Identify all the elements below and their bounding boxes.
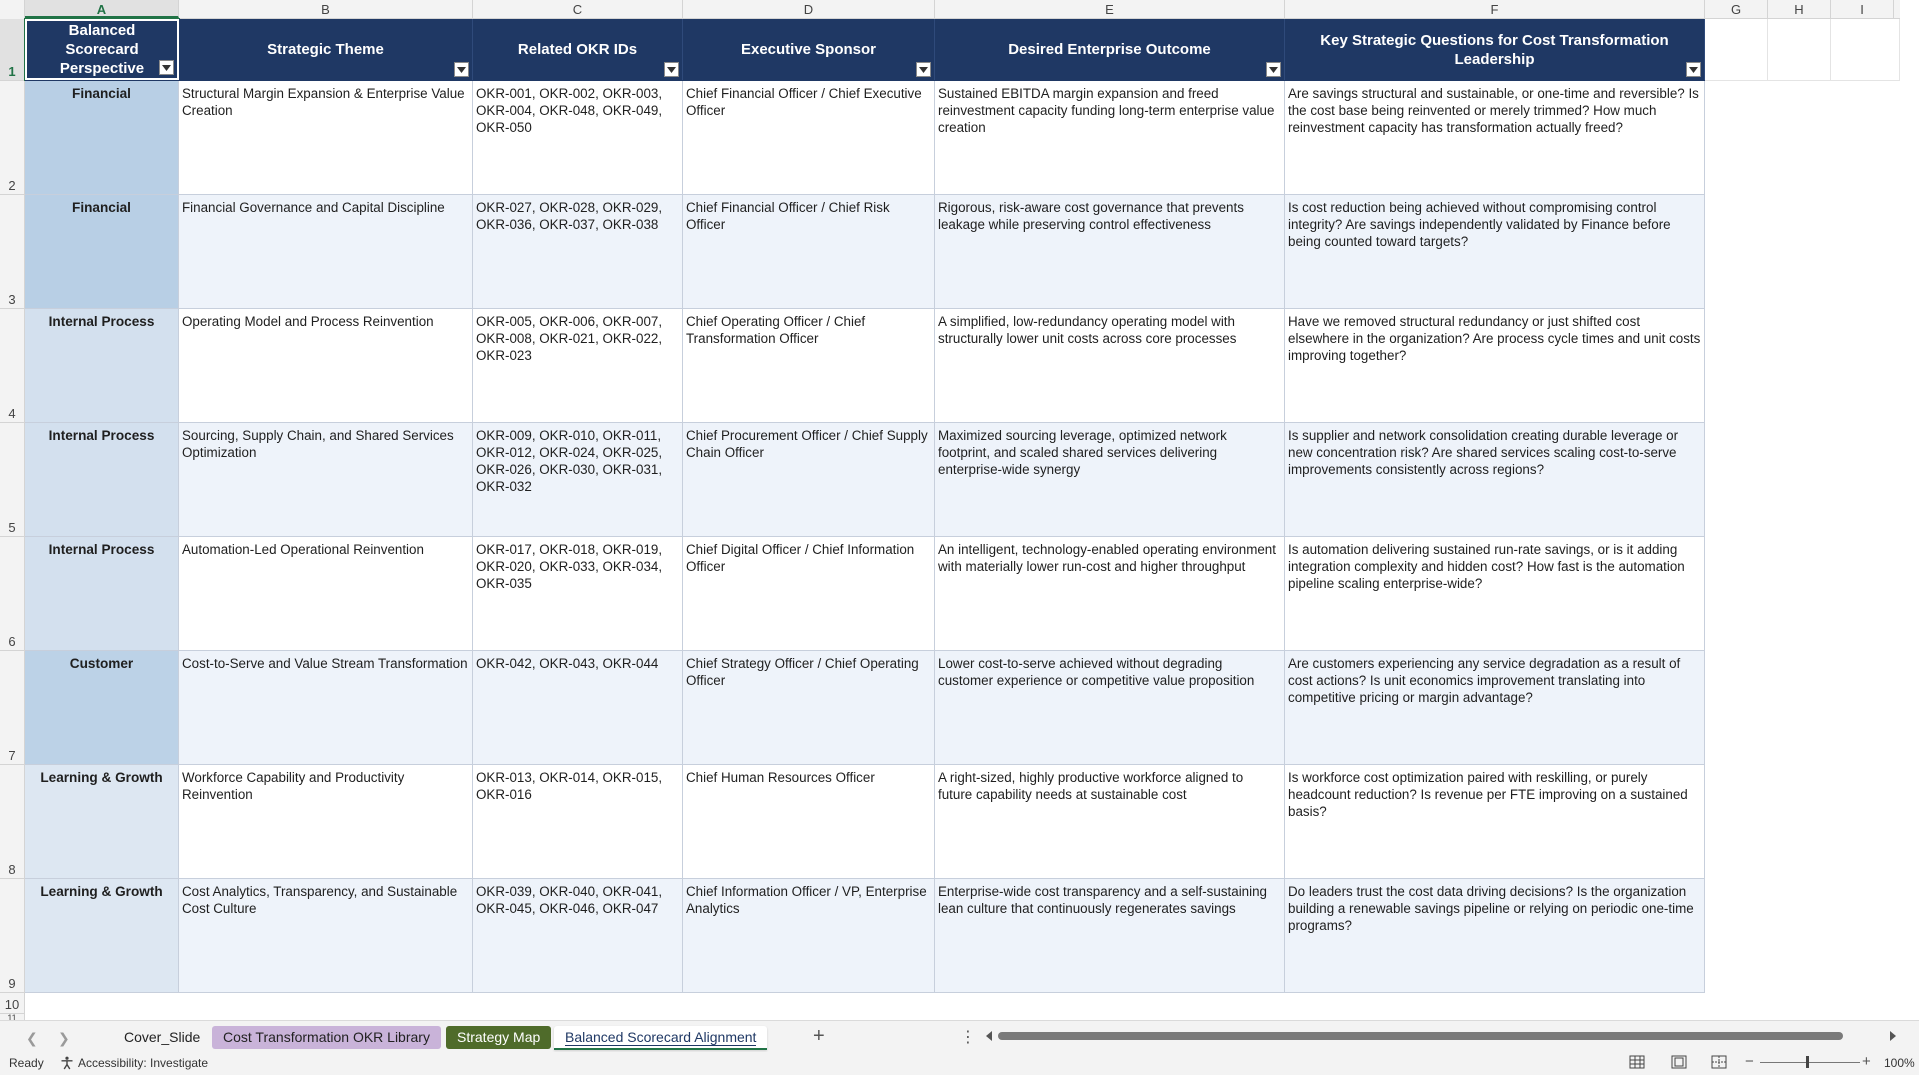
cell-okr-ids[interactable]: OKR-009, OKR-010, OKR-011, OKR-012, OKR-024, OKR-025, OKR-026, OKR-030, OKR-031, OKR-032 — [473, 423, 683, 537]
empty-cell[interactable] — [1705, 19, 1768, 81]
row-header-1[interactable]: 1 — [0, 19, 24, 81]
header-label: Strategic Theme — [267, 41, 384, 58]
header-cell-okr-ids[interactable] — [473, 19, 683, 80]
page-layout-view-icon[interactable] — [1671, 1055, 1687, 1069]
cell-outcome[interactable]: Sustained EBITDA margin expansion and freed reinvestment capacity funding long-term enterprise value creation — [935, 81, 1285, 195]
cell-theme[interactable]: Structural Margin Expansion & Enterprise Value Creation — [179, 81, 473, 195]
cell-okr-ids[interactable]: OKR-013, OKR-014, OKR-015, OKR-016 — [473, 765, 683, 879]
row-header-8[interactable]: 8 — [0, 765, 24, 879]
accessibility-status[interactable] — [60, 1056, 208, 1070]
filter-dropdown-button[interactable] — [454, 62, 469, 77]
filter-arrow-icon — [1269, 67, 1278, 73]
cell-okr-ids[interactable]: OKR-001, OKR-002, OKR-003, OKR-004, OKR-048, OKR-049, OKR-050 — [473, 81, 683, 195]
scroll-right-icon[interactable] — [1890, 1031, 1896, 1041]
filter-dropdown-button[interactable] — [1686, 62, 1701, 77]
filter-dropdown-button[interactable] — [159, 60, 174, 75]
filter-arrow-icon — [1689, 67, 1698, 73]
cell-questions[interactable]: Is automation delivering sustained run-rate savings, or is it adding integration complexity and hidden cost? How fast is the automation pipeline scaling enterprise-wide? — [1285, 537, 1705, 651]
cell-perspective[interactable]: Financial — [25, 81, 179, 195]
cell-okr-ids[interactable]: OKR-042, OKR-043, OKR-044 — [473, 651, 683, 765]
accessibility-label: Accessibility: Investigate — [78, 1056, 209, 1070]
cell-theme[interactable]: Operating Model and Process Reinvention — [179, 309, 473, 423]
row-header-9[interactable]: 9 — [0, 879, 24, 993]
zoom-slider[interactable] — [1760, 1062, 1860, 1063]
header-cell-outcome[interactable] — [935, 19, 1285, 80]
cell-outcome[interactable]: Rigorous, risk-aware cost governance that prevents leakage while preserving control effectiveness — [935, 195, 1285, 309]
header-label: Desired Enterprise Outcome — [1008, 41, 1211, 58]
cell-outcome[interactable]: Lower cost-to-serve achieved without degrading customer experience or competitive value proposition — [935, 651, 1285, 765]
horizontal-scrollbar[interactable] — [986, 1030, 1896, 1044]
cell-questions[interactable]: Have we removed structural redundancy or just shifted cost elsewhere in the organization? Are process cycle times and unit costs improving together? — [1285, 309, 1705, 423]
tab-cover-slide[interactable]: Cover_Slide — [124, 1029, 201, 1045]
filter-dropdown-button[interactable] — [916, 62, 931, 77]
cell-questions[interactable]: Are customers experiencing any service degradation as a result of cost actions? Is unit economics improvement translating into competitive pricing or margin advantage? — [1285, 651, 1705, 765]
cell-outcome[interactable]: A simplified, low-redundancy operating model with structurally lower unit costs across core processes — [935, 309, 1285, 423]
cell-okr-ids[interactable]: OKR-017, OKR-018, OKR-019, OKR-020, OKR-033, OKR-034, OKR-035 — [473, 537, 683, 651]
zoom-out-button[interactable]: − — [1745, 1053, 1754, 1070]
sheet-tab-bar — [0, 1020, 1919, 1053]
column-header-g[interactable]: G — [1705, 0, 1768, 18]
cell-outcome[interactable]: Enterprise-wide cost transparency and a self-sustaining lean culture that continuously regenerates savings — [935, 879, 1285, 993]
filter-arrow-icon — [667, 67, 676, 73]
column-header-c[interactable]: C — [473, 0, 683, 18]
horizontal-scroll-thumb[interactable] — [998, 1032, 1843, 1040]
cell-perspective[interactable]: Customer — [25, 651, 179, 765]
header-label: Key Strategic Questions for Cost Transformation Leadership — [1320, 31, 1669, 68]
filter-dropdown-button[interactable] — [1266, 62, 1281, 77]
column-header-d[interactable]: D — [683, 0, 935, 18]
row-header-6[interactable]: 6 — [0, 537, 24, 651]
cell-questions[interactable]: Is cost reduction being achieved without compromising control integrity? Are savings independently validated by Finance before being counted toward targets? — [1285, 195, 1705, 309]
column-header-e[interactable]: E — [935, 0, 1285, 18]
cell-sponsor[interactable]: Chief Financial Officer / Chief Executive Officer — [683, 81, 935, 195]
tab-balanced-scorecard[interactable] — [554, 1026, 767, 1050]
cell-questions[interactable]: Are savings structural and sustainable, or one-time and reversible? Is the cost base being reinvented or merely trimmed? How much reinvestment capacity has transformation actually freed? — [1285, 81, 1705, 195]
cell-sponsor[interactable]: Chief Procurement Officer / Chief Supply Chain Officer — [683, 423, 935, 537]
tab-prev-icon[interactable]: ❮ — [26, 1030, 38, 1046]
header-cell-theme[interactable] — [179, 19, 473, 80]
cell-okr-ids[interactable]: OKR-039, OKR-040, OKR-041, OKR-045, OKR-046, OKR-047 — [473, 879, 683, 993]
cell-perspective[interactable]: Learning & Growth — [25, 765, 179, 879]
cell-perspective[interactable]: Internal Process — [25, 537, 179, 651]
more-options-icon[interactable]: ⋮ — [960, 1029, 976, 1046]
row-header-5[interactable]: 5 — [0, 423, 24, 537]
column-header-a[interactable]: A — [25, 0, 179, 18]
cell-sponsor[interactable]: Chief Financial Officer / Chief Risk Officer — [683, 195, 935, 309]
row-header-11[interactable]: 11 — [0, 1014, 24, 1020]
filter-arrow-icon — [162, 65, 171, 71]
row-header-7[interactable]: 7 — [0, 651, 24, 765]
header-label: Related OKR IDs — [517, 41, 638, 58]
header-cell-sponsor[interactable] — [683, 19, 935, 80]
cell-questions[interactable]: Do leaders trust the cost data driving decisions? Is the organization building a renewable savings pipeline or relying on periodic one-time programs? — [1285, 879, 1705, 993]
add-sheet-button[interactable]: + — [813, 1025, 825, 1047]
tab-label: Balanced Scorecard Alignment — [565, 1029, 757, 1045]
cell-perspective[interactable]: Internal Process — [25, 309, 179, 423]
tab-okr-library[interactable]: Cost Transformation OKR Library — [212, 1026, 441, 1049]
cell-theme[interactable]: Cost Analytics, Transparency, and Sustainable Cost Culture — [179, 879, 473, 993]
tab-next-icon[interactable]: ❯ — [58, 1030, 70, 1046]
cell-perspective[interactable]: Learning & Growth — [25, 879, 179, 993]
cell-theme[interactable]: Workforce Capability and Productivity Reinvention — [179, 765, 473, 879]
zoom-in-button[interactable]: + — [1862, 1053, 1871, 1070]
column-header-b[interactable]: B — [179, 0, 473, 18]
column-header-f[interactable]: F — [1285, 0, 1705, 18]
filter-dropdown-button[interactable] — [664, 62, 679, 77]
cell-outcome[interactable]: Maximized sourcing leverage, optimized network footprint, and scaled shared services delivering enterprise-wide synergy — [935, 423, 1285, 537]
cell-okr-ids[interactable]: OKR-027, OKR-028, OKR-029, OKR-036, OKR-037, OKR-038 — [473, 195, 683, 309]
select-all-corner[interactable] — [0, 0, 25, 18]
header-label: Executive Sponsor — [740, 41, 877, 58]
cell-sponsor[interactable]: Chief Information Officer / VP, Enterprise Analytics — [683, 879, 935, 993]
page-break-view-icon[interactable] — [1711, 1055, 1727, 1069]
cell-sponsor[interactable]: Chief Digital Officer / Chief Information Officer — [683, 537, 935, 651]
header-label: Balanced Scorecard Perspective — [59, 22, 145, 77]
cell-theme[interactable]: Automation-Led Operational Reinvention — [179, 537, 473, 651]
accessibility-icon — [60, 1056, 74, 1070]
empty-cell[interactable] — [1831, 19, 1900, 81]
cell-perspective[interactable]: Financial — [25, 195, 179, 309]
empty-cell[interactable] — [1768, 19, 1831, 81]
column-header-i[interactable]: I — [1831, 0, 1894, 18]
cell-sponsor[interactable]: Chief Strategy Officer / Chief Operating Officer — [683, 651, 935, 765]
status-bar — [0, 1052, 1919, 1075]
scroll-left-icon[interactable] — [986, 1031, 992, 1041]
cell-questions[interactable]: Is workforce cost optimization paired with reskilling, or purely headcount reduction? Is revenue per FTE improving on a sustained basis? — [1285, 765, 1705, 879]
cell-outcome[interactable]: A right-sized, highly productive workforce aligned to future capability needs at sustainable cost — [935, 765, 1285, 879]
cell-okr-ids[interactable]: OKR-005, OKR-006, OKR-007, OKR-008, OKR-021, OKR-022, OKR-023 — [473, 309, 683, 423]
row-header-2[interactable]: 2 — [0, 81, 24, 195]
cell-perspective[interactable]: Internal Process — [25, 423, 179, 537]
cell-sponsor[interactable]: Chief Operating Officer / Chief Transformation Officer — [683, 309, 935, 423]
zoom-level[interactable]: 100% — [1884, 1056, 1915, 1070]
cell-sponsor[interactable]: Chief Human Resources Officer — [683, 765, 935, 879]
zoom-slider-knob[interactable] — [1806, 1056, 1809, 1068]
row-header-3[interactable]: 3 — [0, 195, 24, 309]
status-ready: Ready — [9, 1056, 44, 1070]
header-cell-perspective[interactable] — [25, 19, 179, 80]
cell-questions[interactable]: Is supplier and network consolidation creating durable leverage or new concentration risk? Are shared services scaling cost-to-serve improvements consistently across regions? — [1285, 423, 1705, 537]
tab-strategy-map[interactable]: Strategy Map — [446, 1026, 551, 1049]
cell-theme[interactable]: Sourcing, Supply Chain, and Shared Services Optimization — [179, 423, 473, 537]
row-header-4[interactable]: 4 — [0, 309, 24, 423]
cell-theme[interactable]: Cost-to-Serve and Value Stream Transformation — [179, 651, 473, 765]
normal-view-icon[interactable] — [1629, 1055, 1645, 1069]
header-cell-questions[interactable] — [1285, 19, 1705, 80]
filter-arrow-icon — [919, 67, 928, 73]
cell-theme[interactable]: Financial Governance and Capital Discipline — [179, 195, 473, 309]
cell-outcome[interactable]: An intelligent, technology-enabled operating environment with materially lower run-cost and higher throughput — [935, 537, 1285, 651]
filter-arrow-icon — [457, 67, 466, 73]
column-header-h[interactable]: H — [1768, 0, 1831, 18]
row-header-10[interactable]: 10 — [0, 993, 24, 1014]
